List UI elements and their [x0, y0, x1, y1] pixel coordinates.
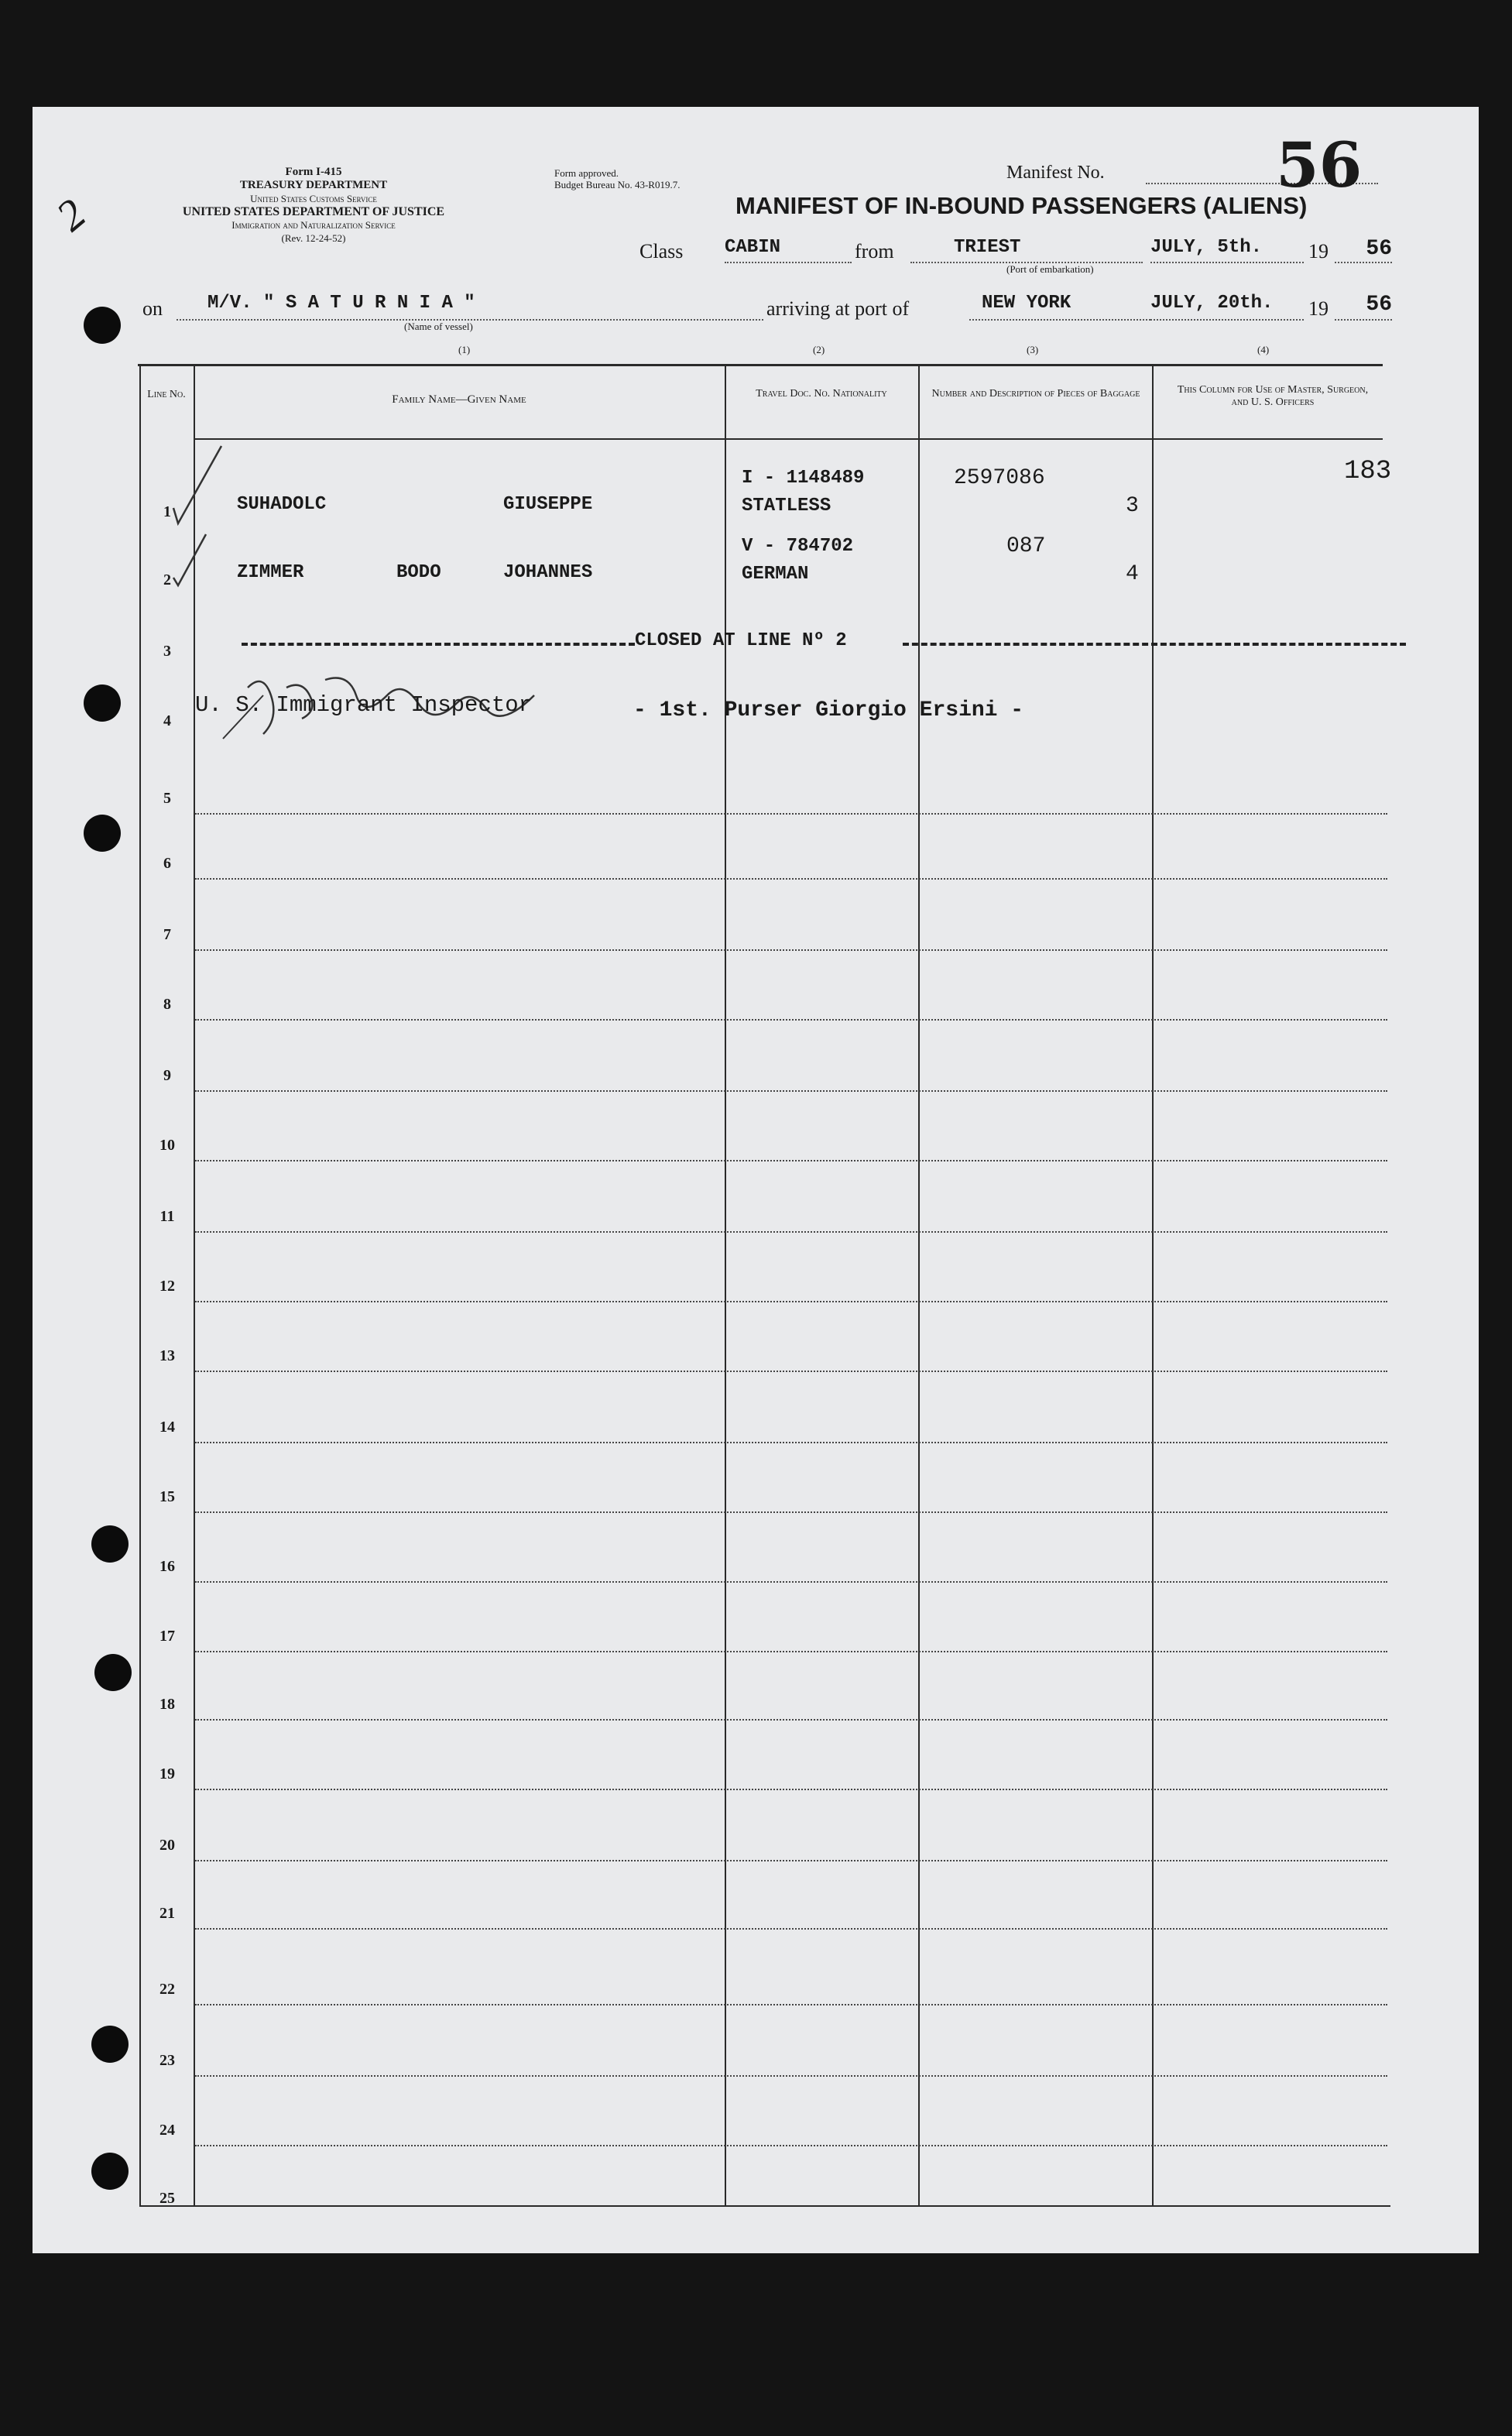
binder-hole	[91, 1525, 129, 1563]
arrival-port-field	[969, 293, 1150, 321]
line-number: 1	[163, 503, 171, 520]
table-bottom-rule	[139, 2205, 1390, 2207]
depart-date-field	[1150, 237, 1304, 263]
col-num-1: (1)	[458, 344, 471, 355]
binder-hole	[91, 2026, 129, 2063]
row1-family-name: SUHADOLC	[237, 494, 327, 515]
arrival-year-prefix: 19	[1308, 297, 1329, 320]
arrival-date-field	[1150, 293, 1304, 321]
col-header-baggage: Number and Description of Pieces of Baggage	[931, 388, 1140, 400]
row1-nationality: STATLESS	[742, 496, 831, 516]
row-rule	[195, 2075, 1387, 2077]
col-header-travel-doc: Travel Doc. No. Nationality	[756, 388, 887, 400]
table-top-rule	[138, 364, 1383, 366]
row2-baggage-no: 087	[1006, 534, 1046, 558]
line-number: 6	[163, 855, 171, 872]
header-bottom-rule	[194, 438, 1383, 440]
binder-hole	[91, 2153, 129, 2190]
arriving-label: arriving at port of	[766, 297, 910, 320]
row2-pieces: 4	[1126, 562, 1139, 586]
row2-travel-doc: V - 784702	[742, 536, 854, 557]
line-number: 21	[159, 1905, 175, 1922]
doc-baggage-divider	[918, 365, 920, 2207]
binder-hole	[84, 684, 121, 722]
on-label: on	[142, 297, 163, 320]
row-rule	[195, 1789, 1387, 1790]
row-rule	[195, 1019, 1387, 1021]
row2-given-name: BODO	[396, 562, 441, 583]
line-number: 23	[159, 2052, 175, 2069]
from-field	[910, 237, 1143, 263]
depart-year-prefix: 19	[1308, 240, 1329, 262]
col-header-line-no: Line No.	[147, 389, 186, 400]
class-label: Class	[639, 240, 684, 262]
from-label: from	[855, 240, 894, 262]
line-number: 10	[159, 1137, 175, 1154]
row-rule	[195, 1651, 1387, 1652]
class-value: CABIN	[725, 237, 781, 258]
row-rule	[195, 1371, 1387, 1372]
row1-travel-doc: I - 1148489	[742, 468, 865, 489]
row-rule	[195, 1860, 1387, 1861]
col-header-officers: This Column for Use of Master, Surgeon, and U. S. Officers	[1177, 384, 1369, 408]
row-rule	[195, 878, 1387, 880]
row-rule	[195, 1090, 1387, 1092]
dept-justice-sub: Immigration and Naturalization Service	[231, 219, 396, 231]
line-number: 18	[159, 1696, 175, 1713]
inspector-label: U. S. Immigrant Inspector	[195, 692, 533, 718]
officer-note: 183	[1344, 457, 1392, 486]
binder-hole	[84, 815, 121, 852]
closed-rule-left	[242, 643, 635, 646]
col-header-name: Family Name—Given Name	[392, 393, 526, 406]
line-number: 7	[163, 926, 171, 943]
form-number: Form I-415	[285, 166, 342, 178]
arrival-year-field	[1335, 293, 1392, 321]
line-number: 17	[159, 1628, 175, 1645]
line-number: 13	[159, 1347, 175, 1364]
baggage-officer-divider	[1152, 365, 1154, 2207]
line-number: 25	[159, 2190, 175, 2207]
line-number: 16	[159, 1558, 175, 1575]
row-rule	[195, 1231, 1387, 1233]
line-number: 11	[159, 1208, 175, 1225]
row1-pieces: 3	[1126, 494, 1139, 518]
binder-hole	[84, 307, 121, 344]
row-rule	[195, 1160, 1387, 1161]
line-number: 22	[159, 1981, 175, 1998]
row-rule	[195, 2145, 1387, 2146]
depart-year: 56	[1366, 237, 1392, 261]
closed-at-line: CLOSED AT LINE Nº 2	[635, 630, 847, 651]
line-number: 24	[159, 2122, 175, 2139]
row1-given-name: GIUSEPPE	[503, 494, 593, 515]
dept-treasury-sub: United States Customs Service	[250, 193, 377, 204]
col-num-2: (2)	[813, 344, 825, 355]
manifest-no-value: 56	[1276, 129, 1363, 201]
col-num-4: (4)	[1257, 344, 1270, 355]
page-title: MANIFEST OF IN-BOUND PASSENGERS (ALIENS)	[735, 192, 1308, 219]
row2-family-name: ZIMMER	[237, 562, 304, 583]
row2-given-name-2: JOHANNES	[503, 562, 593, 583]
row-rule	[195, 813, 1387, 815]
line-number: 19	[159, 1765, 175, 1782]
class-field	[725, 237, 852, 263]
vessel-field	[177, 293, 763, 321]
form-id-block	[139, 166, 488, 245]
table-left-border	[139, 365, 141, 2207]
arrival-port: NEW YORK	[982, 293, 1071, 314]
row1-baggage-no: 2597086	[954, 466, 1045, 490]
form-approved: Form approved.	[554, 167, 619, 179]
row-rule	[195, 1719, 1387, 1721]
arrival-year: 56	[1366, 293, 1392, 317]
line-number: 12	[159, 1278, 175, 1295]
port-embark-caption: (Port of embarkation)	[1006, 263, 1094, 275]
row-rule	[195, 1442, 1387, 1443]
line-number: 5	[163, 790, 171, 807]
line-number: 3	[163, 643, 171, 660]
line-number: 9	[163, 1067, 171, 1084]
purser-line: - 1st. Purser Giorgio Ersini -	[633, 698, 1024, 722]
check-marks	[155, 441, 248, 588]
depart-year-field	[1335, 237, 1392, 263]
row2-nationality: GERMAN	[742, 564, 809, 585]
depart-date: JULY, 5th.	[1150, 237, 1263, 258]
line-number: 14	[159, 1419, 175, 1436]
row-rule	[195, 1511, 1387, 1513]
line-number: 4	[163, 712, 171, 729]
col-num-3: (3)	[1027, 344, 1039, 355]
line-number: 20	[159, 1837, 175, 1854]
dept-justice: UNITED STATES DEPARTMENT OF JUSTICE	[182, 205, 445, 218]
budget-bureau: Budget Bureau No. 43-R019.7.	[554, 179, 681, 190]
dept-treasury: TREASURY DEPARTMENT	[239, 179, 388, 191]
vessel-caption: (Name of vessel)	[404, 321, 473, 332]
arrival-date: JULY, 20th.	[1150, 293, 1274, 314]
closed-rule-right	[903, 643, 1406, 646]
margin-mark: 2	[47, 190, 95, 241]
approval-block	[554, 167, 680, 190]
line-number: 15	[159, 1488, 175, 1505]
line-number: 8	[163, 996, 171, 1013]
line-number: 2	[163, 571, 171, 588]
binder-hole	[94, 1654, 132, 1691]
row-rule	[195, 1928, 1387, 1930]
manifest-page	[33, 107, 1479, 2253]
from-value: TRIEST	[954, 237, 1021, 258]
manifest-no-label: Manifest No.	[1006, 163, 1105, 183]
form-revision: (Rev. 12-24-52)	[281, 232, 346, 244]
line-no-divider	[194, 365, 195, 2207]
row-rule	[195, 949, 1387, 951]
row-rule	[195, 2004, 1387, 2005]
row-rule	[195, 1301, 1387, 1302]
vessel-name: M/V. " S A T U R N I A "	[207, 293, 475, 314]
row-rule	[195, 1581, 1387, 1583]
